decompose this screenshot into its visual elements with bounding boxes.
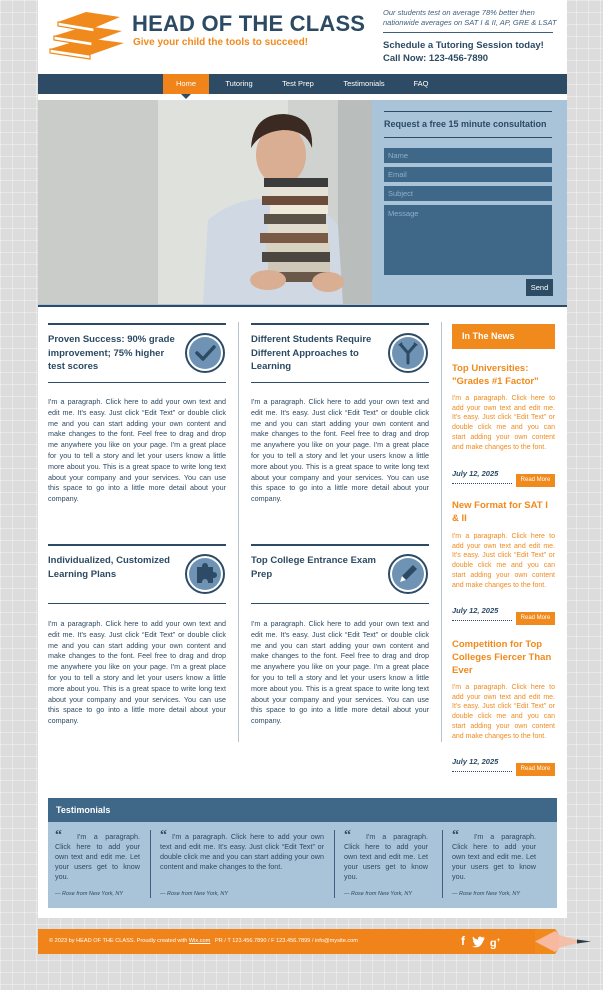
nav-home[interactable]: Home	[163, 74, 209, 94]
nav-tutoring[interactable]: Tutoring	[225, 79, 253, 88]
books-logo-icon[interactable]	[46, 9, 126, 61]
hero-photo	[38, 100, 372, 304]
testimonial-author: — Rose from New York, NY	[452, 891, 521, 897]
testimonial-text: I'm a paragraph. Click here to add your own text and edit me. Let your users get to know you.	[55, 832, 140, 881]
news-paragraph: I'm a paragraph. Click here to add your own text and edit me. It's easy. Just click “Edit Text” or double click me and you can start adding your own content and make changes to the font.	[452, 395, 555, 451]
nav-faq[interactable]: FAQ	[413, 79, 429, 88]
pencil-decoration-icon	[535, 929, 593, 954]
check-icon	[185, 333, 225, 373]
promo-text: Our students test on average 78% better then nationwide averages on SAT I & II, AP, GRE & LSAT	[383, 8, 557, 27]
news-title[interactable]: Top Universities: "Grades #1 Factor"	[452, 363, 539, 387]
form-top-rule	[384, 111, 552, 112]
feature-paragraph: I'm a paragraph. Click here to add your own text and edit me. It's easy. Just click “Edit Text” or double click me and you can start adding your own content and make changes to the font. Feel free to drag and drop me anywhere you like on your page. I'm a great place for you to tell a story and let your users know a little more about you. This is a great space to write long text about your company and your services. You can use this space to go into a little more detail about your company.	[48, 397, 226, 504]
testimonial-author: — Rose from New York, NY	[344, 891, 413, 897]
nav-testimonials[interactable]: Testimonials	[343, 79, 385, 88]
feature-title: Top College Entrance Exam Prep	[251, 555, 376, 580]
quote-open-icon: “	[160, 828, 167, 843]
feature-bottom-rule	[251, 603, 429, 604]
form-title-rule	[384, 137, 552, 138]
brand-tagline: Give your child the tools to succeed!	[133, 37, 309, 48]
quote-open-icon: “	[344, 828, 351, 843]
feature-paragraph: I'm a paragraph. Click here to add your own text and edit me. It's easy. Just click “Edit Text” or double click me and you can start adding your own content and make changes to the font. Feel free to drag and drop me anywhere you like on your page. I'm a great place for you to tell a story and let your users know a little more about you. This is a great space to write long text about your company and your services. You can use this space to go into a little more detail about your company.	[48, 619, 226, 726]
column-divider	[441, 322, 442, 742]
puzzle-icon	[185, 554, 225, 594]
page	[38, 0, 567, 990]
quote-open-icon: “	[55, 828, 62, 843]
phone-number: Call Now: 123-456-7890	[383, 53, 489, 64]
testimonial-author: — Rose from New York, NY	[55, 891, 124, 897]
news-heading: In The News	[452, 324, 555, 349]
contact-info: PR / T 123.456.7890 / F 123.456.7899 / info@mysite.com	[215, 938, 358, 944]
feature-title: Proven Success: 90% grade improvement; 75% higher test scores	[48, 334, 175, 372]
header-divider	[383, 32, 553, 33]
feature-bottom-rule	[251, 382, 429, 383]
footer-text	[49, 938, 358, 944]
testimonial-text: I'm a paragraph. Click here to add your own text and edit me. Let your users get to know you.	[452, 832, 536, 881]
brand-title: HEAD OF THE CLASS	[132, 11, 366, 36]
feature-bottom-rule	[48, 603, 226, 604]
news-date-rule	[452, 483, 512, 484]
read-more-button[interactable]: Read More	[516, 763, 555, 776]
testimonial-text: I'm a paragraph. Click here to add your own text and edit me. It's easy. Just click “Edit Text” or double click me and you can start adding your own content and make changes to the font.	[160, 832, 324, 871]
news-date: July 12, 2025	[452, 757, 499, 766]
news-date-rule	[452, 620, 512, 621]
message-field[interactable]	[384, 205, 552, 275]
nav-test-prep[interactable]: Test Prep	[282, 79, 314, 88]
feature-title: Different Students Require Different Approaches to Learning	[251, 334, 372, 372]
column-divider	[238, 322, 239, 742]
quote-open-icon: “	[452, 828, 459, 843]
testimonial-divider	[334, 830, 335, 898]
google-plus-icon[interactable]: g+	[489, 937, 501, 950]
feature-paragraph: I'm a paragraph. Click here to add your own text and edit me. It's easy. Just click “Edit Text” or double click me and you can start adding your own content and make changes to the font. Feel free to drag and drop me anywhere you like on your page. I'm a great place for you to tell a story and let your users know a little more about you. This is a great space to write long text about your company and your services. You can use this space to go into a little more detail about your company.	[251, 619, 429, 726]
feature-top-rule	[48, 323, 226, 325]
read-more-button[interactable]: Read More	[516, 474, 555, 487]
news-paragraph: I'm a paragraph. Click here to add your own text and edit me. It's easy. Just click “Edit Text” or double click me and you can start adding your own content and make changes to the font.	[452, 684, 555, 740]
nav-active-pointer	[181, 94, 191, 99]
feature-top-rule	[48, 544, 226, 546]
send-button[interactable]: Send	[526, 279, 553, 296]
news-date: July 12, 2025	[452, 606, 499, 615]
schedule-text: Schedule a Tutoring Session today!	[383, 40, 544, 51]
pencil-icon	[388, 554, 428, 594]
main-nav	[38, 74, 567, 94]
facebook-icon[interactable]: f	[461, 934, 465, 948]
testimonial-text: I'm a paragraph. Click here to add your own text and edit me. Let your users get to know you.	[344, 832, 428, 881]
news-title[interactable]: Competition for Top Colleges Fiercer Than Ever	[452, 639, 552, 676]
testimonial-divider	[150, 830, 151, 898]
news-date-rule	[452, 771, 512, 772]
feature-bottom-rule	[48, 382, 226, 383]
news-title[interactable]: New Format for SAT I & II	[452, 500, 548, 524]
testimonial-divider	[442, 830, 443, 898]
subject-field[interactable]	[384, 186, 552, 201]
copyright-text: © 2023 by HEAD OF THE CLASS. Proudly created with	[49, 938, 188, 944]
testimonial-author: — Rose from New York, NY	[160, 891, 229, 897]
hero-section	[38, 100, 567, 307]
news-date: July 12, 2025	[452, 469, 499, 478]
feature-title: Individualized, Customized Learning Plans	[48, 555, 170, 580]
news-paragraph: I'm a paragraph. Click here to add your own text and edit me. It's easy. Just click “Edit Text” or double click me and you can start adding your own content and make changes to the font.	[452, 533, 555, 589]
wix-link[interactable]: Wix.com	[188, 938, 211, 944]
read-more-button[interactable]: Read More	[516, 612, 555, 625]
feature-top-rule	[251, 544, 429, 546]
twitter-icon[interactable]	[472, 934, 486, 949]
consultation-title: Request a free 15 minute consultation	[384, 119, 547, 129]
email-field[interactable]	[384, 167, 552, 182]
feature-top-rule	[251, 323, 429, 325]
testimonials-heading: Testimonials	[48, 798, 557, 822]
branch-icon	[388, 333, 428, 373]
feature-paragraph: I'm a paragraph. Click here to add your own text and edit me. It's easy. Just click “Edit Text” or double click me and you can start adding your own content and make changes to the font. Feel free to drag and drop me anywhere you like on your page. I'm a great place for you to tell a story and let your users know a little more about you. This is a great space to write long text about your company and your services. You can use this space to go into a little more detail about your company.	[251, 397, 429, 504]
student-with-books-image	[38, 100, 372, 304]
name-field[interactable]	[384, 148, 552, 163]
